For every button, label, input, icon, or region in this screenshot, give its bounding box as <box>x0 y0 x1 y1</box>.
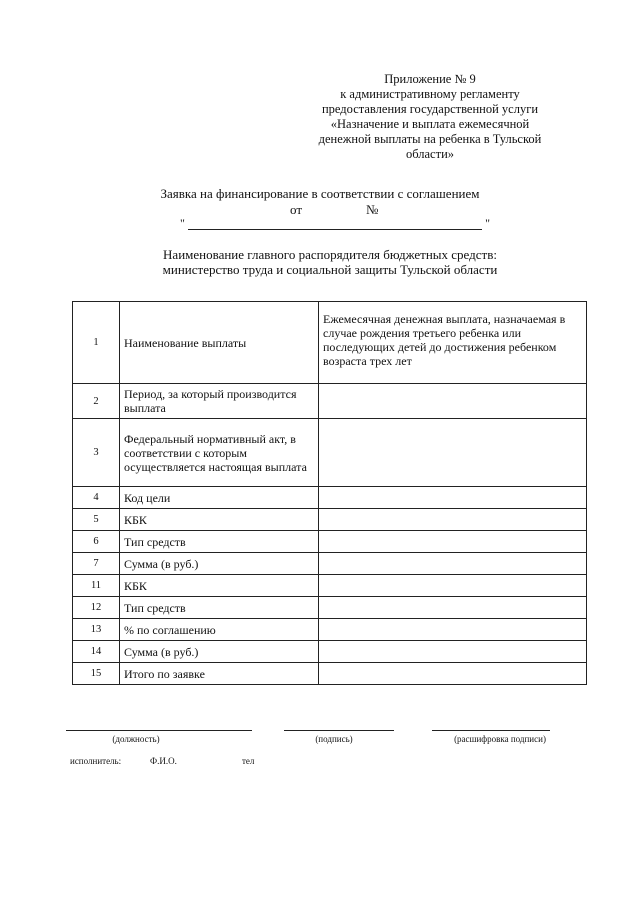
decode-label: (расшифровка подписи) <box>454 734 546 744</box>
table-row <box>73 531 587 553</box>
row-number: 2 <box>73 384 120 419</box>
request-table <box>72 301 587 685</box>
table-row <box>73 487 587 509</box>
row-value <box>319 619 587 641</box>
row-name: Федеральный нормативный акт, в соответствии с которым осуществляется настоящая выплата <box>120 419 319 487</box>
appendix-line: «Назначение и выплата ежемесячной <box>330 117 530 131</box>
agreement-name-underline <box>188 229 482 230</box>
position-signature-line <box>66 730 252 731</box>
row-number: 11 <box>73 575 120 597</box>
row-number: 6 <box>73 531 120 553</box>
signature-line <box>284 730 394 731</box>
appendix-line: области» <box>405 147 455 161</box>
row-name: Сумма (в руб.) <box>120 641 319 663</box>
row-value <box>319 553 587 575</box>
row-value <box>319 487 587 509</box>
row-value <box>319 641 587 663</box>
row-name: % по соглашению <box>120 619 319 641</box>
table-row <box>73 509 587 531</box>
row-number: 12 <box>73 597 120 619</box>
row-value <box>319 419 587 487</box>
table-row <box>73 575 587 597</box>
appendix-line: Приложение № 9 <box>384 72 476 86</box>
row-name: Период, за который производится выплата <box>120 384 319 419</box>
appendix-line: предоставления государственной услуги <box>321 102 539 116</box>
quote-open: " <box>180 216 185 230</box>
request-title: Заявка на финансирование в соответствии с соглашением <box>160 186 480 201</box>
agreement-name-line <box>180 216 490 232</box>
table-row <box>73 619 587 641</box>
row-value <box>319 384 587 419</box>
row-name: Тип средств <box>120 597 319 619</box>
row-value <box>319 509 587 531</box>
row-number: 3 <box>73 419 120 487</box>
budget-manager-label: Наименование главного распорядителя бюджетных средств: <box>163 247 497 262</box>
appendix-line: денежной выплаты на ребенка в Тульской <box>318 132 542 146</box>
row-number: 15 <box>73 663 120 685</box>
row-number: 13 <box>73 619 120 641</box>
budget-manager-block <box>110 247 550 277</box>
phone-label: тел <box>242 756 255 766</box>
table-row <box>73 641 587 663</box>
executor-label: исполнитель: <box>70 756 122 766</box>
row-value: Ежемесячная денежная выплата, назначаемая в случае рождения третьего ребенка или последующих детей до достижения ребенком возраста трех лет <box>319 302 587 384</box>
row-value <box>319 575 587 597</box>
row-name: Сумма (в руб.) <box>120 553 319 575</box>
row-name: Наименование выплаты <box>120 302 319 384</box>
row-value <box>319 663 587 685</box>
table-row <box>73 302 587 384</box>
row-name: Тип средств <box>120 531 319 553</box>
row-value <box>319 531 587 553</box>
row-number: 7 <box>73 553 120 575</box>
table-row <box>73 384 587 419</box>
budget-manager-name: министерство труда и социальной защиты Тульской области <box>162 262 498 277</box>
row-value <box>319 597 587 619</box>
fio-label: Ф.И.О. <box>150 756 177 766</box>
request-ot-label: от <box>290 202 303 217</box>
request-number-label: № <box>366 202 379 217</box>
decode-signature-line <box>432 730 550 731</box>
row-name: КБК <box>120 575 319 597</box>
row-name: КБК <box>120 509 319 531</box>
table-row <box>73 553 587 575</box>
table-row <box>73 663 587 685</box>
appendix-header <box>300 72 560 162</box>
row-number: 4 <box>73 487 120 509</box>
row-number: 14 <box>73 641 120 663</box>
row-number: 1 <box>73 302 120 384</box>
table-row <box>73 597 587 619</box>
quote-close: " <box>485 216 490 230</box>
appendix-line: к административному регламенту <box>340 87 520 101</box>
row-name: Код цели <box>120 487 319 509</box>
position-label: (должность) <box>112 734 160 744</box>
row-name: Итого по заявке <box>120 663 319 685</box>
row-number: 5 <box>73 509 120 531</box>
signature-label: (подпись) <box>315 734 353 744</box>
table-row <box>73 419 587 487</box>
